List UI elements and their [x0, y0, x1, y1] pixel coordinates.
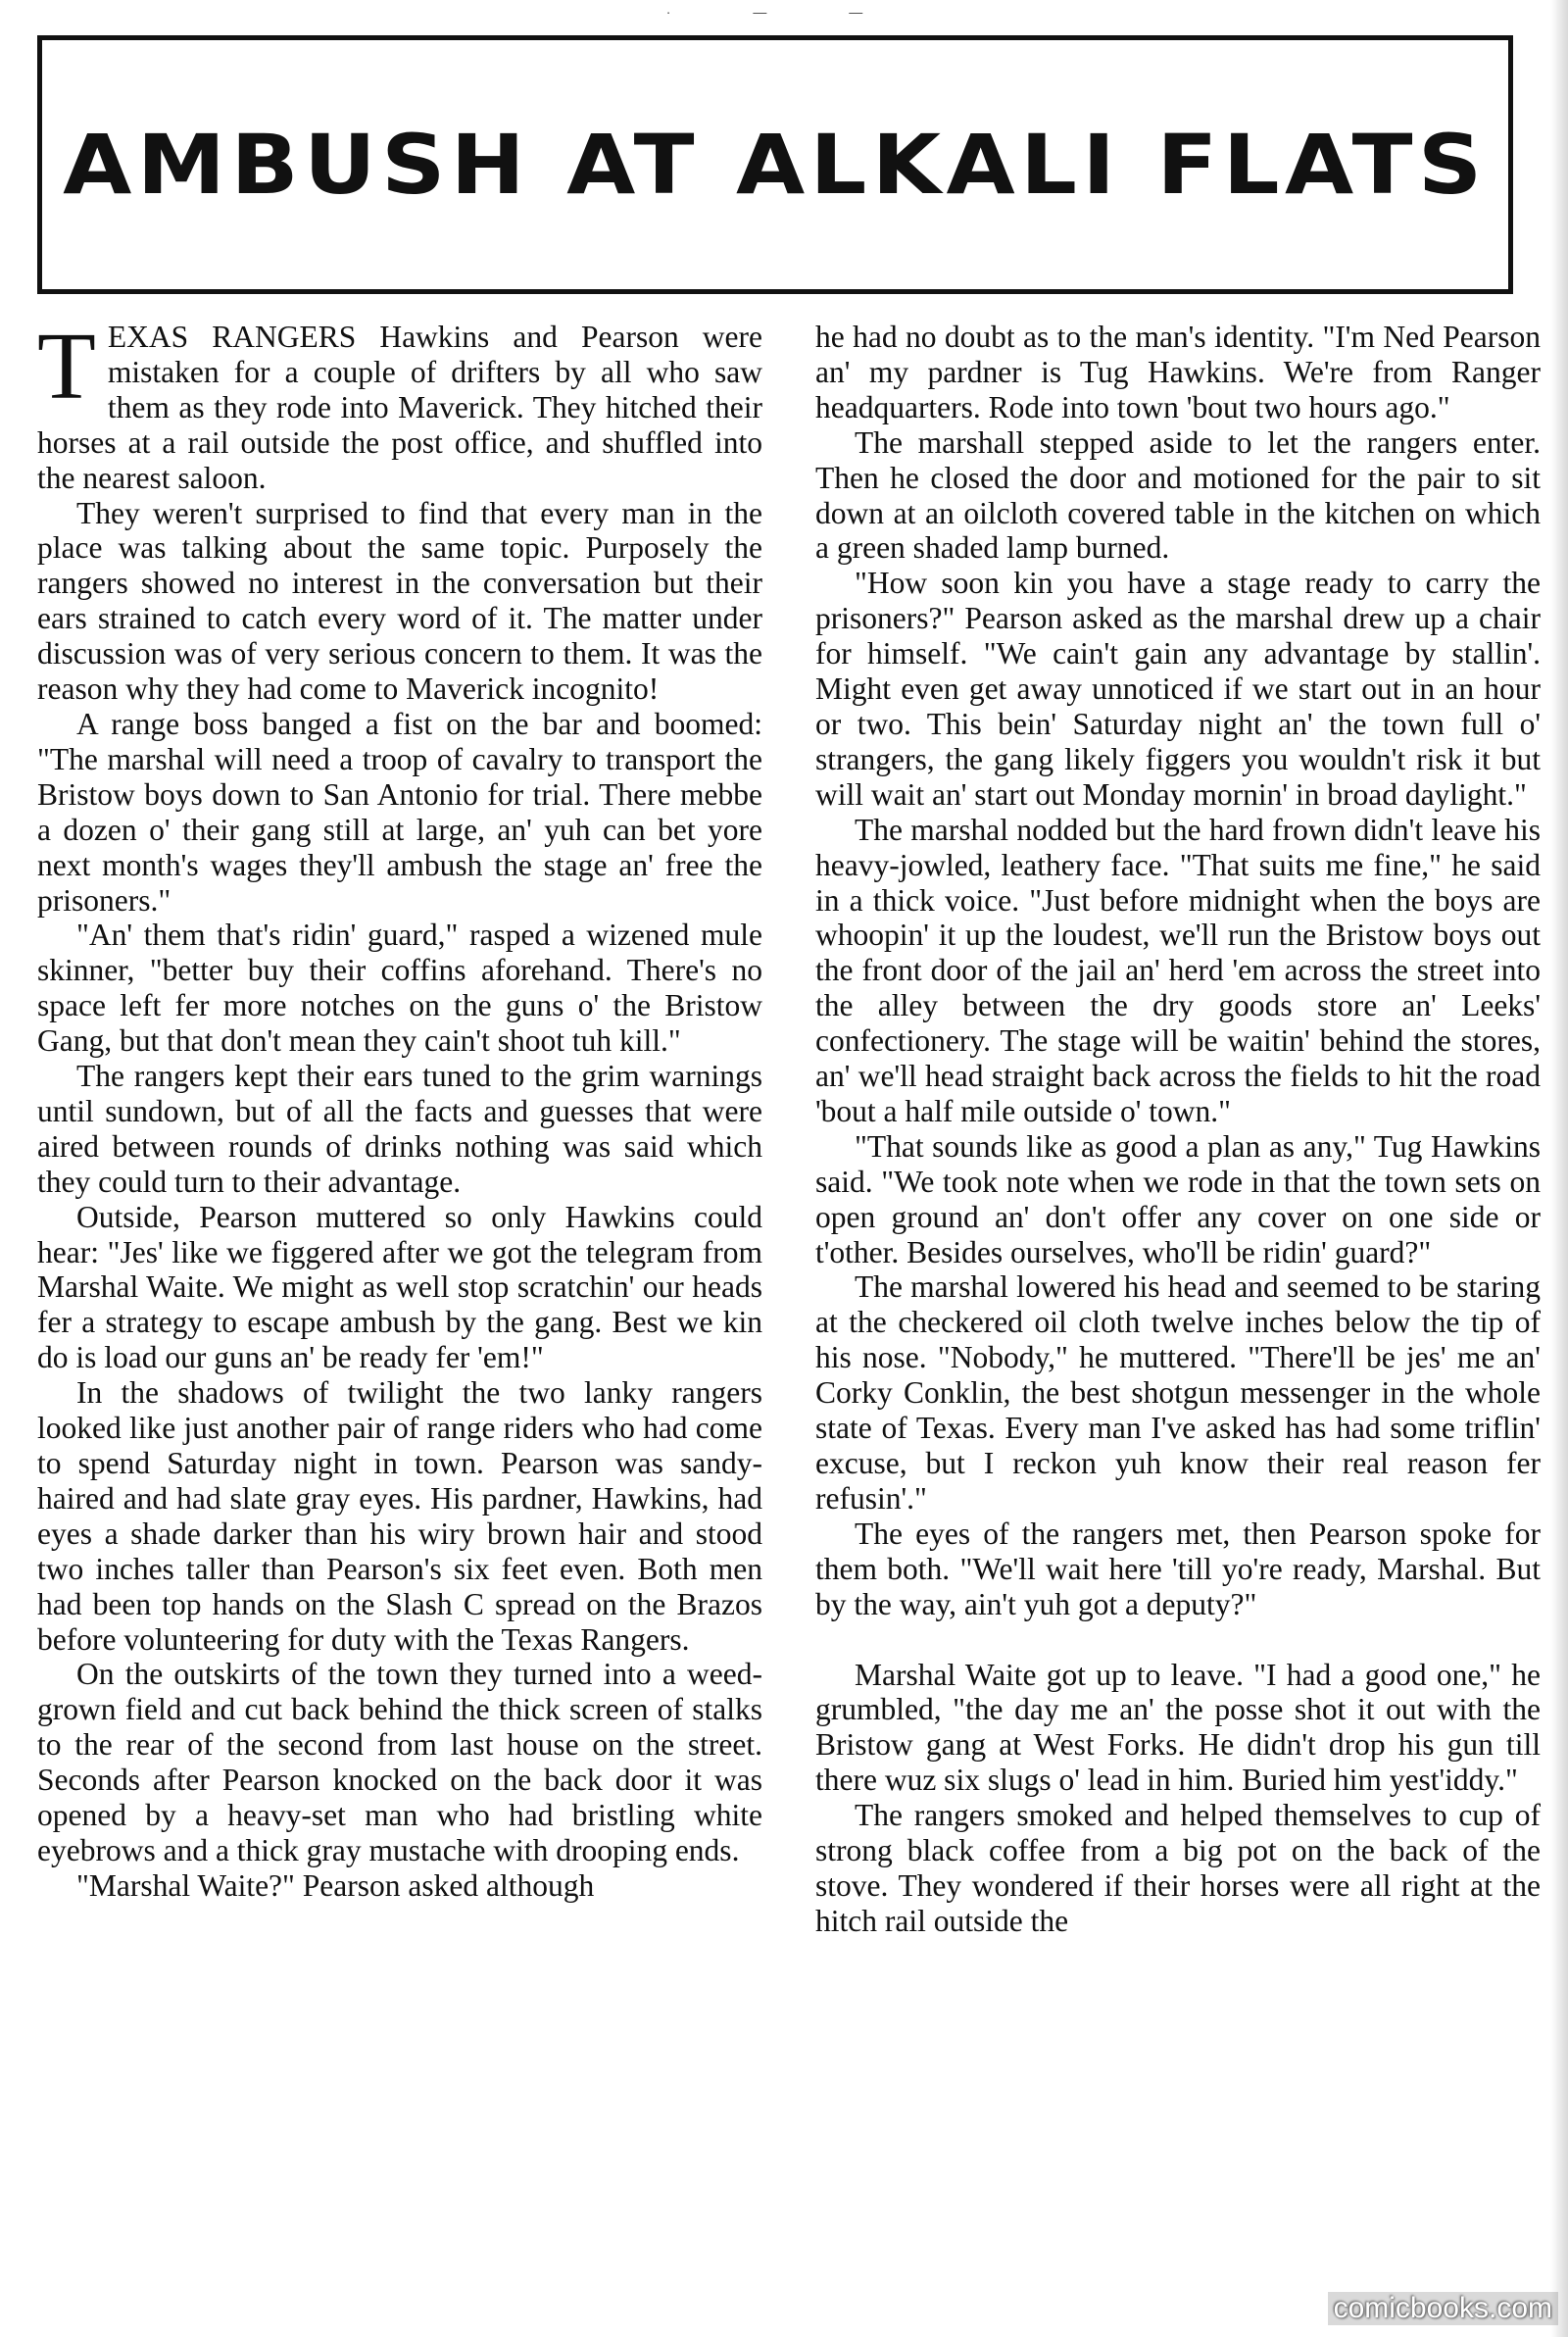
site-watermark: comicbooks.com: [1328, 2292, 1558, 2325]
paragraph: The marshal lowered his head and seemed to be staring at the checkered oil cloth twelve inches below the tip of his nose. "Nobody," he muttered. "There'll be jes' me an' Corky Conklin, the best shotgun messenger in the whole state of Texas. Every man I've asked has had some triflin' excuse, but I reckon yuh know their real reason fer refusin'.": [815, 1269, 1541, 1516]
paragraph: The marshall stepped aside to let the rangers enter. Then he closed the door and motioned for the pair to sit down at an oilcloth covered table in the kitchen on which a green shaded lamp burned.: [815, 424, 1541, 566]
paragraph: "How soon kin you have a stage ready to carry the prisoners?" Pearson asked as the marshal drew up a chair for himself. "We cain't gain any advantage by stallin'. Might even get away unnoticed if we start out in an hour or two. This bein' Saturday night an' the town full o' strangers, the gang likely figgers you wouldn't risk it but will wait an' start out Monday mornin' in broad daylight.": [815, 566, 1541, 812]
paragraph: Marshal Waite got up to leave. "I had a good one," he grumbled, "the day me an' the posse shot it out with the Bristow gang at West Forks. He didn't drop his gun till there wuz six slugs o' lead in him. Buried him yest'iddy.": [815, 1657, 1541, 1798]
right-column: [815, 320, 1541, 1939]
paragraph: "An' them that's ridin' guard," rasped a wizened mule skinner, "better buy their coffins aforehand. There's no space left fer more notches on the guns o' the Bristow Gang, but that don't mean they cain't shoot tuh kill.": [37, 918, 762, 1059]
paragraph: The rangers kept their ears tuned to the grim warnings until sundown, but of all the facts and guesses that were aired between rounds of drinks nothing was said which they could turn to their advantage.: [37, 1059, 762, 1199]
paragraph: On the outskirts of the town they turned into a weed-grown field and cut back behind the thick screen of stalks to the rear of the second from last house on the street. Seconds after Pearson knocked on the back door it was opened by a heavy-set man who had bristling white eyebrows and a thick gray mustache with drooping ends.: [37, 1657, 762, 1867]
paragraph: They weren't surprised to find that every man in the place was talking about the same topic. Purposely the rangers showed no interest in the conversation but their ears strained to catch every word of it. The matter under discussion was of very serious concern to them. It was the reason why they had come to Maverick incognito!: [37, 495, 762, 707]
paragraph: The marshal nodded but the hard frown didn't leave his heavy-jowled, leathery face. "That suits me fine," he said in a thick voice. "Just before midnight when the boys are whoopin' it up the loudest, we'll run the Bristow boys out the front door of the jail an' herd 'em across the street into the alley between the dry goods store an' Leeks' confectionery. The stage will be waitin' behind the stores, an' we'll head straight back across the fields to hit the road 'bout a half mile outside o' town.": [815, 812, 1541, 1128]
top-print-marks: · — —: [665, 4, 903, 20]
page-edge-shadow: [1550, 0, 1568, 2337]
paragraph: "That sounds like as good a plan as any," Tug Hawkins said. "We took note when we rode in that the town sets on open ground an' don't offer any cover on one side or t'other. Besides ourselves, who'll be ridin' guard?": [815, 1128, 1541, 1269]
paragraph: "Marshal Waite?" Pearson asked although: [76, 1867, 595, 1903]
drop-cap: T: [37, 314, 96, 420]
paragraph: A range boss banged a fist on the bar and boomed: "The marshal will need a troop of cavalry to transport the Bristow boys down to San Antonio for trial. There mebbe a dozen o' their gang still at large, an' yuh can bet yore next month's wages they'll ambush the stage an' free the prisoners.": [37, 706, 762, 918]
title-box: [37, 35, 1513, 294]
paragraph: In the shadows of twilight the two lanky rangers looked like just another pair of range riders who had come to spend Saturday night in town. Pearson was sandy-haired and had slate gray eyes. His pardner, Hawkins, had eyes a shade darker than his wiry brown hair and stood two inches taller than Pearson's six feet even. Both men had been top hands on the Slash C spread on the Brazos before volunteering for duty with the Texas Rangers.: [37, 1375, 762, 1657]
story-title: AMBUSH AT ALKALI FLATS: [63, 117, 1488, 213]
left-column: [37, 314, 762, 1904]
paragraph: he had no doubt as to the man's identity. "I'm Ned Pearson an' my pardner is Tug Hawkins. We're from Ranger headquarters. Rode into town 'bout two hours ago.": [815, 320, 1541, 424]
paragraph: TEXAS RANGERS Hawkins and Pearson were mistaken for a couple of drifters by all who saw them as they rode into Maverick. They hitched their horses at a rail outside the post office, and shuffled into the nearest saloon.: [37, 314, 762, 495]
paragraph: The eyes of the rangers met, then Pearson spoke for them both. "We'll wait here 'till yo're ready, Marshal. But by the way, ain't yuh got a deputy?": [815, 1516, 1541, 1621]
paragraph: Outside, Pearson muttered so only Hawkins could hear: "Jes' like we figgered after we got the telegram from Marshal Waite. We might as well stop scratchin' our heads fer a strategy to escape ambush by the gang. Best we kin do is load our guns an' be ready fer 'em!": [37, 1199, 762, 1375]
paragraph: The rangers smoked and helped themselves to cup of strong black coffee from a big pot on the back of the stove. They wondered if their horses were all right at the hitch rail outside the: [815, 1798, 1541, 1938]
